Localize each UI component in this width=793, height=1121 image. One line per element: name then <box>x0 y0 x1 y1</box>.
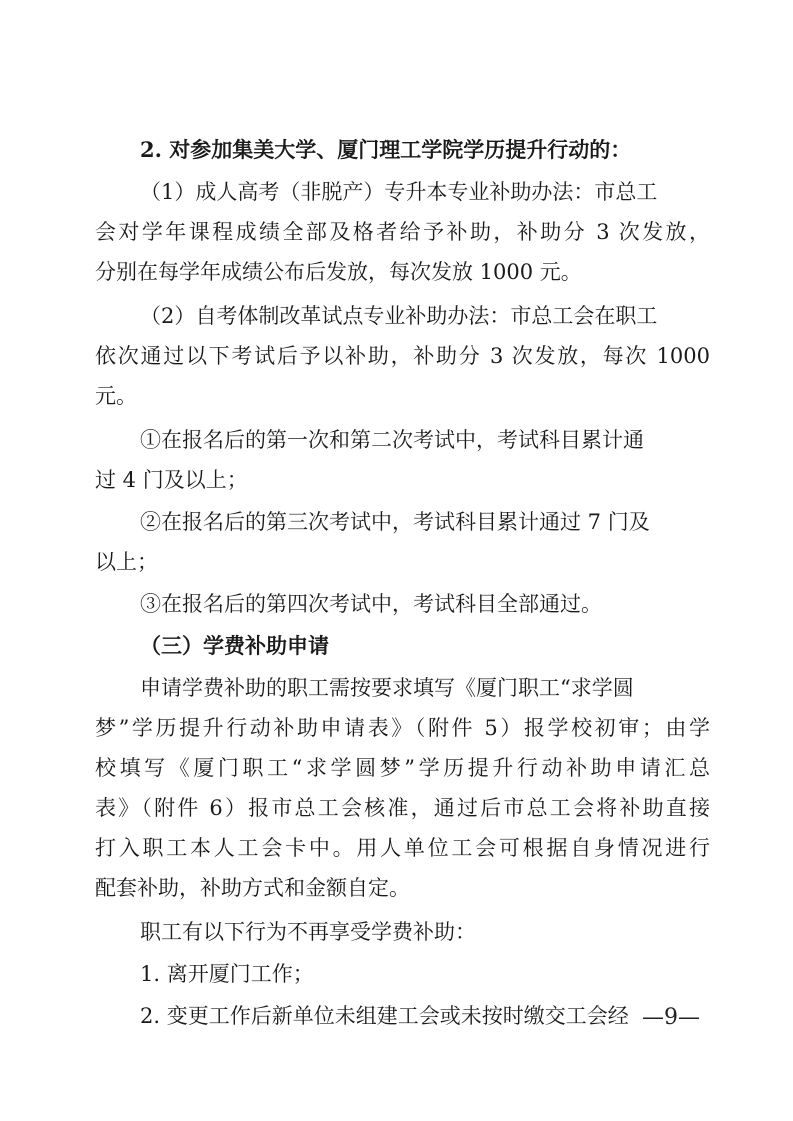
list-item-line: ②在报名后的第三次考试中，考试科目累计通过 7 门及 <box>140 510 650 534</box>
list-item-line: 1. 离开厦门工作； <box>140 962 314 986</box>
paragraph-line: 分别在每学年成绩公布后发放，每次发放 1000 元。 <box>95 260 582 284</box>
list-item-line: ③在报名后的第四次考试中，考试科目全部通过。 <box>140 592 602 616</box>
section-heading-2: 2. 对参加集美大学、厦门理工学院学历提升行动的： <box>140 137 632 162</box>
paragraph-line: （2）自考体制改革试点专业补助办法：市总工会在职工 <box>140 304 658 328</box>
page-number: —9— <box>642 1005 700 1030</box>
list-item-line: 2. 变更工作后新单位未组建工会或未按时缴交工会经 <box>140 1004 629 1028</box>
paragraph-line: 元。 <box>95 384 137 408</box>
list-item-line: 过 4 门及以上； <box>95 468 248 492</box>
paragraph-line: （1）成人高考（非脱产）专升本专业补助办法：市总工 <box>140 180 658 204</box>
list-item-line: 以上； <box>95 550 158 574</box>
paragraph-line: 打入职工本人工会卡中。用人单位工会可根据自身情况进行 <box>95 836 710 860</box>
paragraph-line: 职工有以下行为不再享受学费补助： <box>140 920 476 944</box>
section-heading-3: （三）学费补助申请 <box>140 633 329 658</box>
paragraph-line: 配套补助，补助方式和金额自定。 <box>95 876 410 900</box>
paragraph-line: 梦”学历提升行动补助申请表》（附件 5）报学校初审；由学 <box>95 716 710 740</box>
paragraph-line: 校填写《厦门职工“求学圆梦”学历提升行动补助申请汇总 <box>95 756 710 780</box>
paragraph-line: 申请学费补助的职工需按要求填写《厦门职工“求学圆 <box>140 676 634 700</box>
paragraph-line: 会对学年课程成绩全部及格者给予补助，补助分 3 次发放， <box>95 220 710 244</box>
paragraph-line: 表》（附件 6）报市总工会核准，通过后市总工会将补助直接 <box>95 796 710 820</box>
paragraph-line: 依次通过以下考试后予以补助，补助分 3 次发放，每次 1000 <box>95 344 710 368</box>
list-item-line: ①在报名后的第一次和第二次考试中，考试科目累计通 <box>140 428 644 452</box>
